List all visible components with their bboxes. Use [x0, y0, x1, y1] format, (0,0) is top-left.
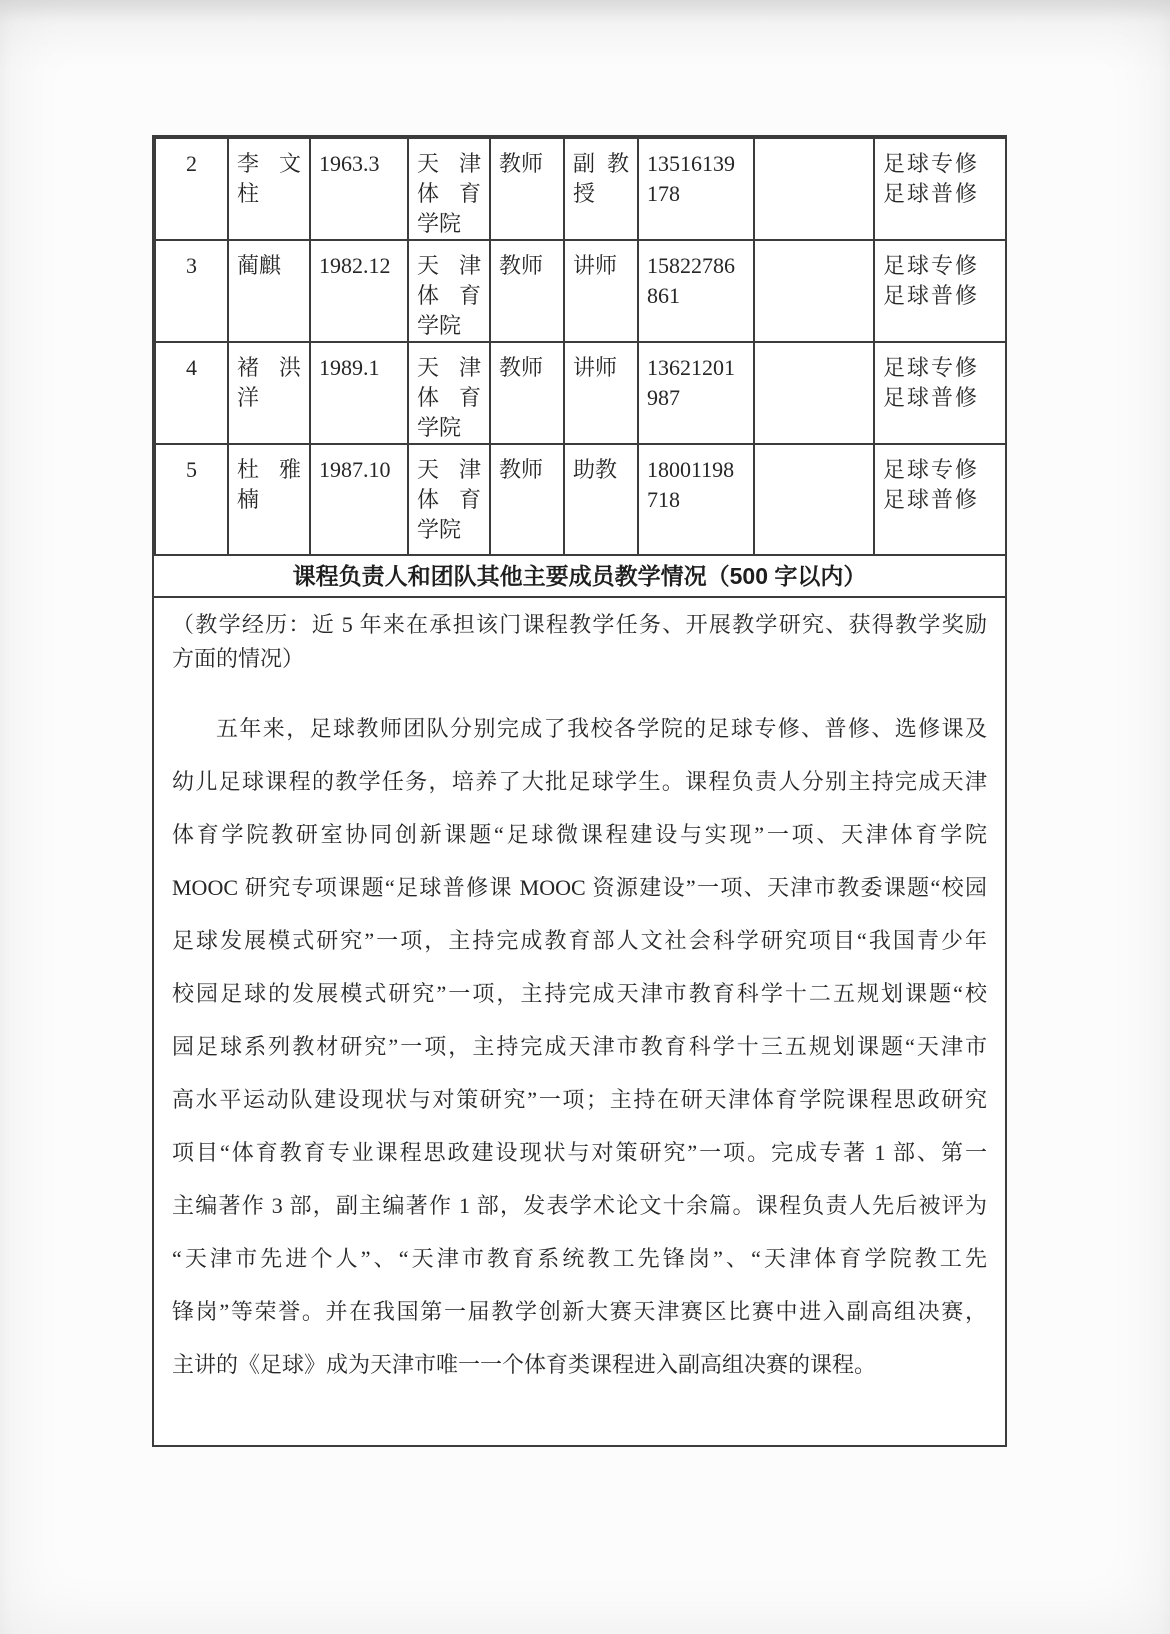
table-row	[155, 240, 1006, 342]
cell-phone-number: 13621201987	[638, 342, 754, 444]
note-paragraph	[172, 608, 987, 676]
table-row	[155, 138, 1006, 240]
cell-phone-number: 15822786861	[638, 240, 754, 342]
cell-work-unit: 天津体育学院	[408, 240, 490, 342]
text-line: 校园足球的发展模式研究”一项，主持完成天津市教育科学十二五规划课题“校	[172, 981, 987, 1006]
team-members-table	[154, 137, 1007, 556]
table-row	[155, 444, 1006, 555]
text-line: 五年来，足球教师团队分别完成了我校各学院的足球专修、普修、选修课及	[216, 716, 987, 741]
cell-role: 教师	[490, 138, 564, 240]
text-line: 主编著作 3 部，副主编著作 1 部，发表学术论文十余篇。课程负责人先后被评为	[172, 1193, 987, 1218]
cell-courses	[874, 138, 1006, 240]
cell-birth-date: 1982.12	[310, 240, 408, 342]
cell-work-unit: 天津体育学院	[408, 444, 490, 555]
cell-professional-title: 助教	[564, 444, 638, 555]
body-paragraph	[172, 702, 987, 1391]
cell-blank	[754, 444, 874, 555]
cell-name: 褚洪洋	[228, 342, 310, 444]
cell-serial-number: 2	[155, 138, 228, 240]
course-line: 足球专修	[883, 253, 980, 278]
cell-serial-number: 3	[155, 240, 228, 342]
course-line: 足球普修	[883, 385, 980, 410]
cell-serial-number: 5	[155, 444, 228, 555]
course-line: 足球普修	[883, 283, 980, 308]
cell-name: 蔺麒	[228, 240, 310, 342]
cell-phone-number: 18001198718	[638, 444, 754, 555]
course-line: 足球专修	[883, 457, 980, 482]
cell-professional-title: 讲师	[564, 342, 638, 444]
text-line: 园足球系列教材研究”一项，主持完成天津市教育科学十三五规划课题“天津市	[172, 1034, 987, 1059]
text-line: 主讲的《足球》成为天津市唯一一个体育类课程进入副高组决赛的课程。	[172, 1352, 877, 1377]
cell-birth-date: 1963.3	[310, 138, 408, 240]
cell-role: 教师	[490, 342, 564, 444]
text-line: 项目“体育教育专业课程思政建设现状与对策研究”一项。完成专著 1 部、第一	[172, 1140, 987, 1165]
teaching-summary-area	[154, 598, 1005, 1391]
cell-blank	[754, 342, 874, 444]
form-outer-border-box	[152, 135, 1007, 1447]
cell-work-unit: 天津体育学院	[408, 138, 490, 240]
section-header: 课程负责人和团队其他主要成员教学情况（500 字以内）	[154, 556, 1005, 598]
cell-professional-title: 讲师	[564, 240, 638, 342]
cell-birth-date: 1987.10	[310, 444, 408, 555]
cell-blank	[754, 138, 874, 240]
cell-role: 教师	[490, 240, 564, 342]
cell-phone-number: 13516139178	[638, 138, 754, 240]
text-line: （教学经历：近 5 年来在承担该门课程教学任务、开展教学研究、获得教学奖励	[172, 612, 987, 637]
course-line: 足球专修	[883, 355, 980, 380]
cell-name: 李文柱	[228, 138, 310, 240]
course-line: 足球专修	[883, 151, 980, 176]
cell-birth-date: 1989.1	[310, 342, 408, 444]
cell-courses	[874, 240, 1006, 342]
course-line: 足球普修	[883, 181, 980, 206]
cell-role: 教师	[490, 444, 564, 555]
cell-courses	[874, 444, 1006, 555]
cell-professional-title: 副教授	[564, 138, 638, 240]
cell-work-unit: 天津体育学院	[408, 342, 490, 444]
cell-courses	[874, 342, 1006, 444]
text-line: 体育学院教研室协同创新课题“足球微课程建设与实现”一项、天津体育学院	[172, 822, 987, 847]
text-line: 锋岗”等荣誉。并在我国第一届教学创新大赛天津赛区比赛中进入副高组决赛，	[172, 1299, 987, 1324]
table-row	[155, 342, 1006, 444]
cell-serial-number: 4	[155, 342, 228, 444]
text-line: MOOC 研究专项课题“足球普修课 MOOC 资源建设”一项、天津市教委课题“校园	[172, 875, 987, 900]
text-line: 幼儿足球课程的教学任务，培养了大批足球学生。课程负责人分别主持完成天津	[172, 769, 987, 794]
text-line: 方面的情况）	[172, 646, 305, 671]
text-line: 足球发展模式研究”一项，主持完成教育部人文社会科学研究项目“我国青少年	[172, 928, 987, 953]
text-line: 高水平运动队建设现状与对策研究”一项；主持在研天津体育学院课程思政研究	[172, 1087, 987, 1112]
cell-blank	[754, 240, 874, 342]
cell-name: 杜雅楠	[228, 444, 310, 555]
text-line: “天津市先进个人”、“天津市教育系统教工先锋岗”、“天津体育学院教工先	[172, 1246, 987, 1271]
course-line: 足球普修	[883, 487, 980, 512]
